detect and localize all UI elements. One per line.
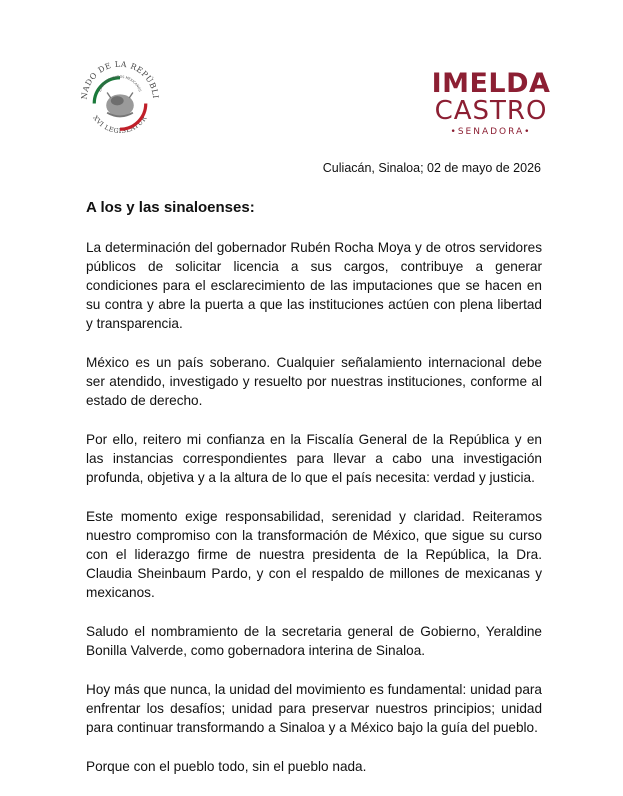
brand-name: IMELDA xyxy=(431,68,551,99)
senate-seal xyxy=(74,52,166,144)
brand-surname: CASTRO xyxy=(434,96,548,126)
seal-bottom-text: XVI LEGISLATUR xyxy=(91,114,149,136)
letter-body xyxy=(86,238,542,796)
senate-seal-graphic xyxy=(74,52,166,144)
letter-date: Culiacán, Sinaloa; 02 de mayo de 2026 xyxy=(322,161,541,175)
paragraph: México es un país soberano. Cualquier señalamiento internacional debe ser atendido, investigado y resuelto por nuestras instituciones, conforme al estado de derecho. xyxy=(86,355,542,408)
seal-outer-text: NADO DE LA REPÚBLI xyxy=(79,59,161,100)
eagle-emblem-icon xyxy=(106,92,134,116)
paragraph: La determinación del gobernador Rubén Rocha Moya y de otros servidores públicos de solicitar licencia a sus cargos, contribuye a generar condiciones para el esclarecimiento de las imputaciones que se hacen en su contra y abre la puerta a que las instituciones actúen con plena libertad y transparencia. xyxy=(86,240,542,331)
paragraph: Porque con el pueblo todo, sin el pueblo nada. xyxy=(86,759,367,774)
paragraph: Por ello, reitero mi confianza en la Fiscalía General de la República y en las instancias correspondientes para llevar a cabo una investigación profunda, objetiva y a la altura de lo que el país necesita: verdad y justicia. xyxy=(86,432,542,485)
brand-role: •SENADORA• xyxy=(450,127,532,137)
paragraph: Este momento exige responsabilidad, serenidad y claridad. Reiteramos nuestro compromiso con la transformación de México, que sigue su curso con el liderazgo firme de nuestra presidenta de la República, la Dra. Claudia Sheinbaum Pardo, y con el respaldo de millones de mexicanas y mexicanos. xyxy=(86,509,542,600)
senator-logo xyxy=(430,70,552,137)
paragraph: Saludo el nombramiento de la secretaria general de Gobierno, Yeraldine Bonilla Valverde, como gobernadora interina de Sinaloa. xyxy=(86,624,542,658)
paragraph: Hoy más que nunca, la unidad del movimiento es fundamental: unidad para enfrentar los desafíos; unidad para preservar nuestros principios; unidad para continuar transformando a Sinaloa y a México bajo la guía del pueblo. xyxy=(86,682,542,735)
seal-inner-text: ESTADOS UNIDOS MEXICANOS xyxy=(97,74,143,93)
letter-salutation: A los y las sinaloenses: xyxy=(86,199,255,216)
